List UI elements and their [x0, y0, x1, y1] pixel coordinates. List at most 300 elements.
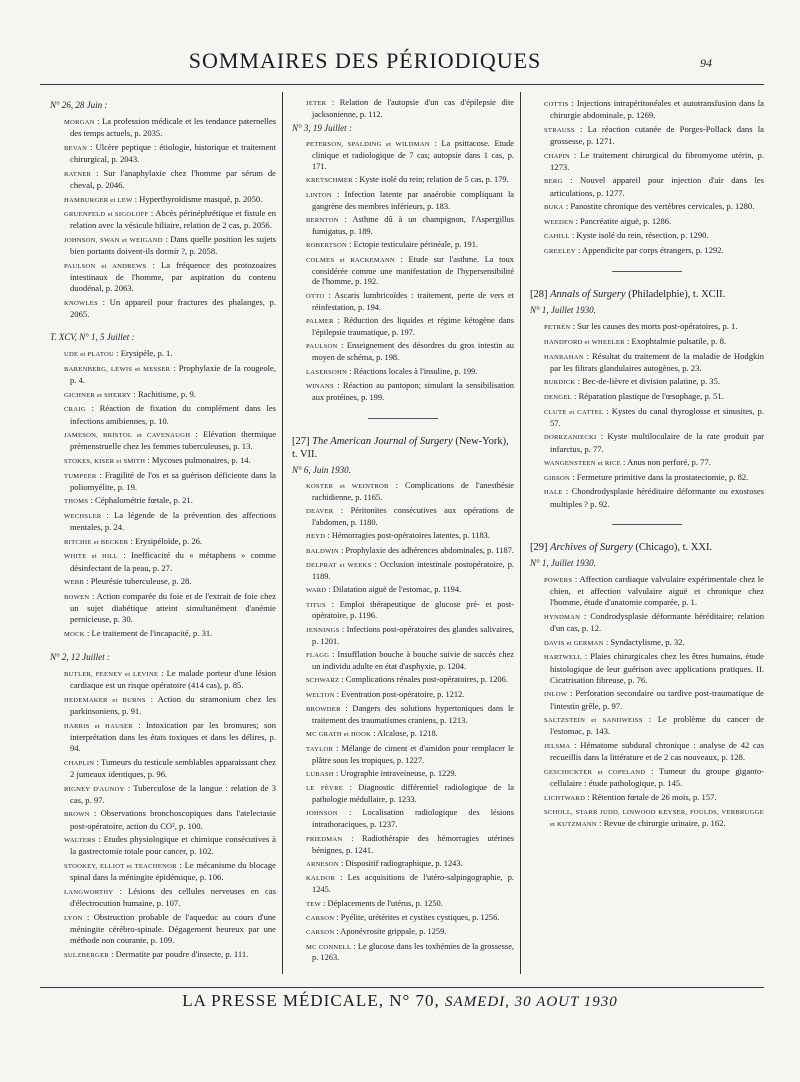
author-name: POWERS [544, 576, 573, 584]
list-item [536, 611, 764, 634]
author-name: PETRÉN [544, 324, 571, 332]
article-title: : Dilatation aiguë de l'estomac, p. 1194. [326, 585, 462, 595]
issue-heading: N° 1, Juillet 1930. [530, 557, 596, 568]
author-name: WANGENSTEEN et RICE [544, 460, 621, 468]
article-title: : Kystes du canal thyroglosse et sinusites, p. 57. [550, 405, 764, 428]
author-name: BUTLER, FEENEY et LEVINE [64, 671, 159, 679]
list-item [298, 704, 514, 727]
author-name: TITUS [306, 601, 326, 609]
author-name: WHITE et HILL [64, 553, 118, 561]
list-item [298, 175, 514, 187]
journal-name: Annals of Surgery [550, 289, 626, 301]
author-name: CAHILL [544, 233, 570, 241]
list-item [298, 240, 514, 252]
article-title: : Ascaris lumbricoïdes : traitement, perte de vers et réinfestation, p. 194. [312, 290, 514, 312]
list-item [298, 506, 514, 529]
article-title: : Péritonites consécutives aux opérations de l'abdomen, p. 1180. [312, 506, 514, 527]
article-title: : La profession médicale et les tendance paternelles des temps actuels, p. 2035. [70, 116, 276, 139]
article-title: : Diagnostic différentiel radiologique de la pathologie médullaire, p. 1233. [312, 783, 514, 805]
list-item [536, 216, 764, 228]
entry-list [530, 321, 764, 509]
author-name: HAMBURGER et LEW [64, 196, 133, 204]
list-item [298, 729, 514, 741]
author-name: BOWEN [64, 593, 90, 601]
article-title: : Tumeurs du testicule semblables apparaissant chez 2 jumeaux identiques, p. 96. [70, 756, 276, 779]
column-2 [292, 98, 514, 967]
article-title: : Le glucose dans les toxhémies de la grossesse, p. 1263. [312, 941, 514, 963]
author-name: BALDWIN [306, 547, 339, 555]
list-item [56, 194, 276, 206]
article-title: : Intoxication par les bromures; son interprétation dans les états toxiques et dans les délires, p. 94. [70, 719, 276, 754]
article-title: : Urographie intraveineuse, p. 1229. [333, 768, 457, 778]
issue-heading: N° 3, 19 Juillet : [292, 123, 352, 134]
article-title: : Tumeur du groupe giganto-cellulaire : étude pathologique, p. 145. [550, 765, 764, 788]
article-title: : Complications rénales post-opératoires, p. 1206. [339, 675, 508, 685]
article-title: : Hématome subdural chronique : analyse de 42 cas recueillis dans la littérature et de 2 cas nouveaux, p. 128. [550, 739, 764, 763]
journal-name: Archives of Surgery [550, 541, 633, 553]
entry-list [530, 574, 764, 831]
list-item [298, 190, 514, 213]
author-name: STOKES, KISER et SMITH [64, 457, 146, 465]
list-item [298, 769, 514, 781]
author-name: TEW [306, 900, 322, 908]
author-name: INLOW [544, 691, 568, 699]
author-name: MORGAN [64, 119, 95, 127]
author-name: HALE [544, 489, 563, 497]
journal-heading [530, 541, 764, 554]
article-title: : Réaction au pantopon; simulant la sensibilisation aux protéines, p. 199. [312, 380, 514, 402]
author-name: HANRAHAN [544, 353, 584, 361]
article-title: : Dangers des solutions hypertoniques dans le traitement des traumatismes craniens, p. 1213. [312, 703, 514, 725]
list-item [536, 472, 764, 484]
article-title: : Réduction des liquides et régime kétogène dans l'épilepsie traumatique, p. 197. [312, 316, 514, 337]
list-item [56, 536, 276, 548]
list-item [56, 470, 276, 493]
article-title: : Infections post-opératoires des glandes salivaires, p. 1201. [312, 624, 514, 646]
column-divider [520, 92, 521, 974]
author-name: FRIEDMAN [306, 835, 343, 843]
author-name: WEBB [64, 579, 85, 587]
author-name: LASERSOHN [306, 368, 348, 376]
journal-details: (Philadelphie), t. XCII. [628, 289, 726, 301]
article-title: : Dispositif radiographique, p. 1243. [338, 858, 463, 868]
author-name: BERNTON [306, 217, 339, 224]
article-title: : Etude sur l'asthme. La toux considérée comme une manifestation de l'hypersensibilité de l'homme, p. 192. [312, 254, 514, 287]
article-title: : Action du stramonium chez les parkinsoniens, p. 91. [70, 693, 276, 717]
article-title: : Le traitement de l'incapacité, p. 31. [84, 627, 213, 638]
list-item [298, 625, 514, 648]
author-name: TUMPEER [64, 472, 97, 480]
author-name: KALDOR [306, 875, 335, 883]
author-name: DELPRAT et WEEKS [306, 561, 372, 569]
author-name: MC CONNELL [306, 943, 352, 951]
column-3 [530, 98, 764, 833]
article-title: : Aponévrosite grippale, p. 1259. [334, 927, 447, 937]
article-title: : Kyste multiloculaire de la rate produit par infarctus, p. 77. [550, 431, 764, 454]
author-name: WALTERS [64, 837, 96, 845]
issue-heading: N° 6, Juin 1930. [292, 464, 351, 475]
list-item [536, 792, 764, 804]
article-title: : Condrodysplasie déformante héréditaire; relation d'un cas, p. 12. [550, 610, 764, 634]
author-name: GREELEY [544, 247, 576, 255]
article-title: : Panostite chronique des vertèbres cervicales, p. 1280. [563, 201, 755, 212]
author-name: ARNESON [306, 860, 339, 868]
journal-name: The American Journal of Surgery [312, 435, 453, 447]
list-item [298, 927, 514, 939]
author-name: SULZBERGER [64, 951, 109, 959]
author-name: CARSON [306, 929, 335, 937]
article-title: : Radiothérapie des hémorragies utérines bénignes, p. 1241. [312, 833, 514, 855]
journal-heading [292, 435, 514, 461]
entry-list [530, 98, 764, 257]
article-title: : Action comparée du foie et de l'extrait de foie chez un sujet diabétique atteint simultanément d'anémie pernicieuse, p. 30. [70, 590, 276, 625]
author-name: BERG [544, 178, 563, 186]
author-name: CHAPLIN [64, 759, 95, 767]
list-item [298, 913, 514, 925]
author-name: PALMER [306, 318, 334, 326]
list-item [536, 336, 764, 348]
article-title: : Appendicite par corps étrangers, p. 1292. [575, 244, 724, 255]
article-title: : Sur les causes des morts post-opératoires, p. 1. [570, 321, 738, 332]
list-item [536, 201, 764, 213]
list-item [56, 720, 276, 755]
author-name: WARD [306, 587, 327, 595]
list-item [56, 348, 276, 360]
author-name: LYON [64, 914, 83, 922]
list-item [536, 175, 764, 198]
list-item [536, 245, 764, 257]
author-name: GICHNER et SHERRY [64, 391, 132, 399]
list-item [298, 650, 514, 673]
article-title: : Fermeture primitive dans la prostatectomie, p. 82. [570, 471, 749, 482]
list-item [298, 381, 514, 404]
list-item [298, 859, 514, 871]
article-title: : Résultat du traitement de la maladie de Hodgkin par les filtrats glandulaires autogènes, p. 23. [550, 350, 764, 373]
article-title: : Kyste isolé du rein; relation de 5 cas, p. 179. [352, 175, 509, 185]
author-name: ROBERTSON [306, 242, 348, 250]
list-item [536, 321, 764, 333]
list-item [298, 367, 514, 379]
author-name: STOOKEY, ELLIOT et TEACHENOR [64, 862, 177, 870]
author-name: THOMS [64, 498, 89, 506]
article-title: : Dans quelle position les sujets bien portants doivent-ils dormir ?, p. 2058. [70, 233, 276, 257]
page-title: SOMMAIRES DES PÉRIODIQUES [188, 48, 542, 73]
list-item [298, 291, 514, 314]
footer-journal: LA PRESSE MÉDICALE, N° 70, [182, 991, 440, 1010]
article-title: : Enseignement des désordres du gros intestin au moyen de schéma, p. 198. [312, 341, 514, 363]
article-title: : Mycoses pulmonaires, p. 14. [145, 454, 251, 465]
article-title: : Le traitement chirurgical du fibromyome utérin, p. 1273. [550, 149, 764, 172]
list-item [56, 886, 276, 909]
author-name: BUKA [544, 204, 564, 212]
list-item [536, 457, 764, 469]
article-title: : Hémorragies post-opératoires latentes, p. 1183. [325, 531, 490, 541]
article-title: : Obstruction probable de l'aqueduc au cours d'une méningite cérébro-spinale. Dégagement heureux par une méthode non courante, p. 109. [70, 911, 276, 945]
author-name: BROWDER [306, 705, 341, 713]
author-name: CLUTE et CATTEL [544, 408, 604, 416]
list-item [56, 389, 276, 401]
issue-heading: N° 1, Juillet 1930. [530, 305, 596, 316]
article-title: : Pancréatite aiguë, p. 1286. [573, 215, 672, 226]
entry-list [50, 668, 276, 961]
author-name: COLMES et RACKEMANN [306, 256, 396, 264]
list-item [298, 255, 514, 289]
list-item [536, 651, 764, 686]
footer-date: SAMEDI, 30 AOUT 1930 [445, 994, 618, 1010]
article-title: : La réaction cutanée de Porges-Pollack dans la grossesse, p. 1271. [550, 123, 764, 146]
author-name: CRAIG [64, 406, 86, 414]
article-title: : Le malade porteur d'une lésion cardiaque est un risque opératoire (414 cas), p. 85. [70, 668, 276, 691]
list-item [536, 150, 764, 173]
author-name: DEAVER [306, 508, 334, 515]
article-title: : Prophylaxie de la rougeole, p. 4. [70, 362, 277, 386]
list-item [56, 363, 276, 386]
list-item [56, 495, 276, 507]
list-item [298, 783, 514, 806]
list-item [56, 510, 276, 533]
column-1 [50, 98, 276, 963]
list-item [536, 406, 764, 429]
author-name: OTTO [306, 292, 325, 300]
article-title: : Elévation thermique prémenstruelle chez les femmes tuberculeuses, p. 13. [70, 429, 277, 452]
list-item [56, 260, 276, 295]
author-name: JOHNSON [306, 810, 338, 818]
article-title: : Pleurésie tuberculeuse, p. 28. [84, 576, 192, 587]
list-item [298, 481, 514, 504]
journal-details: (New-York), t. VII. [292, 435, 509, 460]
author-name: BROWN [64, 811, 90, 819]
article-title: : Asthme dû à un champignon, l'Aspergillus fumigatus, p. 189. [312, 215, 514, 236]
list-item [536, 574, 764, 609]
article-title: : Ectopie testiculaire périnéale, p. 191. [347, 240, 478, 250]
list-item [56, 208, 276, 231]
list-item [298, 942, 514, 965]
list-item [298, 744, 514, 767]
article-title: : Erysipèle, p. 1. [114, 348, 173, 359]
article-title: : Réparation plastique de l'œsophage, p. 51. [571, 390, 724, 401]
list-item [56, 429, 276, 452]
article-title: : Réactions locales à l'insuline, p. 199. [347, 366, 478, 376]
article-title: : Revue de chirurgie urinaire, p. 162. [596, 818, 726, 829]
article-title: : Lésions des cellules nerveuses en cas d'électrocution humaine, p. 107. [70, 885, 276, 908]
list-item [536, 431, 764, 454]
list-item [56, 550, 276, 573]
author-name: BEVAN [64, 145, 88, 152]
author-name: RATNER [64, 170, 92, 178]
article-title: : Complications de l'anesthésie rachidienne, p. 1165. [312, 480, 515, 502]
author-name: PAULSON [306, 343, 338, 351]
list-item [56, 912, 276, 947]
list-item [298, 215, 514, 238]
list-item [298, 341, 514, 364]
article-title: : Inefficacité du « métaphens » comme désinfectant de la peau, p. 27. [70, 550, 276, 573]
author-name: GRUENFELD et SIGOLOFF [64, 211, 149, 219]
article-title: : Rachitisme, p. 9. [131, 388, 196, 399]
list-item [56, 949, 276, 961]
list-item [298, 585, 514, 597]
author-name: SCHWARZ [306, 677, 340, 685]
article-title: : Emploi thérapeutique de glucose pré- et post-opératoire, p. 1196. [312, 599, 514, 621]
author-name: LUBASH [306, 770, 334, 778]
list-item [298, 316, 514, 339]
author-name: JETER [306, 100, 327, 107]
list-item [536, 124, 764, 147]
list-item [536, 376, 764, 388]
header-rule [40, 84, 764, 85]
page-footer [0, 991, 800, 1011]
author-name: JAMESON, BRISTOL et CAVENAUGH [64, 432, 191, 440]
author-name: DENGEL [544, 393, 572, 401]
list-item [56, 234, 276, 257]
article-title: : Ulcère peptique : étiologie, historique et traitement chirurgical, p. 2043. [70, 142, 276, 165]
journal-heading [530, 288, 764, 301]
article-title: : Chondrodysplasie héréditaire déformante ou exostoses multiples ? p. 92. [550, 486, 764, 509]
list-item [536, 391, 764, 403]
author-name: KRETSCHMER [306, 177, 353, 185]
article-title: : Observations bronchoscopiques dans l'atelectasie post-opératoire, action du CO², p. 100. [70, 808, 276, 831]
article-title: : La légende de la prévention des affections mentales, p. 24. [70, 509, 276, 533]
author-name: HARRIS et HAUSER [64, 722, 133, 730]
entry-list [50, 348, 276, 640]
journal-number: [27] [292, 435, 310, 447]
list-item [298, 560, 514, 583]
article-title: : Dermatite par poudre d'insecte, p. 111. [109, 948, 249, 959]
list-item [536, 98, 764, 121]
list-item [536, 806, 764, 830]
list-item [56, 297, 276, 320]
author-name: WELTON [306, 691, 335, 699]
list-item [298, 98, 514, 121]
list-item [56, 757, 276, 780]
article-title: : Alcalose, p. 1218. [371, 729, 438, 739]
article-title: : Kyste isolé du rein, résection, p. 1290. [569, 230, 709, 241]
list-item [56, 576, 276, 588]
article-title: : Mélange de ciment et d'amidon pour remplacer le plâtre sous les tropiques, p. 1227. [312, 743, 514, 765]
author-name: GESCHICKTER et COPELAND [544, 768, 646, 776]
entry-list [292, 139, 514, 404]
list-item [56, 783, 276, 806]
column-divider [282, 92, 283, 974]
author-name: BARENBERG, LEWIS et MESSER [64, 365, 171, 373]
list-item [56, 403, 276, 426]
article-title: : Etudes physiologique et chimique consécutives à la gastrectomie totale pour cancer, p. 102. [70, 834, 276, 857]
list-item [298, 808, 514, 831]
author-name: LANGWORTHY [64, 888, 114, 896]
list-item [298, 139, 514, 173]
author-name: COTTIS [544, 101, 569, 108]
issue-heading: N° 2, 12 Juillet : [50, 651, 110, 662]
article-title: : Prophylaxie des adhérences abdominales, p. 1187. [338, 545, 514, 555]
article-title: : Relation de l'autopsie d'un cas d'épilepsie dite jacksonienne, p. 112. [312, 98, 514, 119]
article-title: : Déplacements de l'utérus, p. 1250. [321, 898, 443, 908]
list-item [536, 740, 764, 763]
entry-list [292, 481, 514, 965]
article-title: : Bec-de-lièvre et division palatine, p. 35. [575, 376, 721, 387]
author-name: RITCHIE et BECKER [64, 538, 129, 546]
article-title: : Perforation secondaire ou tardive post-traumatique de l'intestin grêle, p. 97. [550, 688, 764, 711]
author-name: CHAPIN [544, 152, 571, 160]
article-title: : Exophtalmie pulsatile, p. 8. [624, 335, 727, 346]
article-title: : Occlusion intestinale postopératoire, p. 1189. [312, 559, 514, 581]
author-name: CARSON [306, 914, 335, 922]
list-item [536, 688, 764, 711]
author-name: LE FÈVRE [306, 785, 343, 793]
author-name: DAVIS et GERMAN [544, 639, 604, 647]
entry-list [292, 98, 514, 121]
entry-list [50, 116, 276, 320]
author-name: HANDFORD et WHEELER [544, 338, 625, 346]
author-name: WINANS [306, 382, 334, 390]
author-name: HARTWELL [544, 654, 582, 662]
list-item [56, 808, 276, 831]
author-name: JENNINGS [306, 626, 340, 634]
author-name: HEYD [306, 533, 326, 541]
author-name: PETERSON, SPALDING et WILDMAN [306, 141, 430, 149]
author-name: JELSMA [544, 742, 571, 750]
author-name: LICHTWARD [544, 794, 586, 802]
author-name: MOCK [64, 630, 85, 638]
list-item [298, 873, 514, 896]
list-item [56, 860, 276, 883]
article-title: : Syndactylisme, p. 32. [603, 636, 685, 647]
list-item [56, 668, 276, 691]
article-title: : Affection cardiaque valvulaire expérimentale chez le chien, et affection valvulaire aiguë et chronique chez l'homme, étude d'anatomie comparée, p. 1. [550, 573, 764, 608]
article-title: : Eventration post-opératoire, p. 1212. [334, 689, 465, 699]
author-name: JOHNSON, SWAN et WEIGAND [64, 236, 163, 244]
article-title: : Infection latente par anaérobie compliquant la gangrène des membres inférieurs, p. 183. [312, 189, 514, 211]
article-title: : Rétention fœtale de 26 mois, p. 157. [585, 791, 717, 802]
list-item [536, 766, 764, 789]
article-title: : Injections intrapéritonéales et autotransfusion dans la chirurgie abdominale, p. 1269. [550, 98, 764, 121]
author-name: TAYLOR [306, 745, 334, 753]
article-title: : Le mécanisme du blocage spinal dans la méningite épidémique, p. 106. [70, 859, 276, 883]
article-title: : Erysipéloïde, p. 26. [128, 535, 203, 546]
article-title: : Anus non perforé, p. 77. [620, 457, 711, 468]
list-item [56, 455, 276, 467]
section-divider [368, 418, 438, 419]
list-item [298, 546, 514, 558]
list-item [536, 714, 764, 737]
article-title: : Hyperthyroïdisme masqué, p. 2050. [132, 193, 263, 204]
author-name: WECHSLER [64, 512, 102, 520]
article-title: : Un appareil pour fractures des phalanges, p. 2065. [70, 296, 276, 319]
author-name: MC GRATH et HOOK [306, 731, 371, 739]
page-number: 94 [700, 56, 712, 70]
author-name: HYNDMAN [544, 613, 581, 621]
issue-heading: N° 26, 28 Juin : [50, 100, 108, 110]
list-item [56, 628, 276, 640]
article-title: : Abcès périnéphrétique et fistule en relation avec la vésicule biliaire, relation de 2 cas, p. 2056. [70, 208, 277, 231]
author-name: KOSTER et WEINTROB [306, 482, 389, 490]
list-item [298, 690, 514, 702]
list-item [56, 142, 276, 165]
author-name: SCHOLL, STARR JUDD, LINWOOD KEYSER, FOULDS, VERBRUGGE et KUTZMANN [544, 809, 764, 829]
list-item [56, 168, 276, 191]
list-item [536, 351, 764, 374]
journal-number: [29] [530, 541, 548, 553]
author-name: RIGNEY D'AUNOY [64, 785, 125, 793]
article-title: : Réaction de fixation du complément dans les infections amibiennes, p. 10. [70, 403, 276, 426]
footer-rule [40, 987, 764, 988]
journal-details: (Chicago), t. XXI. [635, 541, 713, 553]
article-title: : Nouvel appareil pour injection d'air dans les articulations, p. 1277. [550, 175, 764, 198]
article-title: : La psittacose. Etude clinique et radiologique de 7 cas; autopsie dans 1 cas, p. 171. [312, 139, 514, 172]
article-title: : Localisation radiologique des lésions intrathoraciques, p. 1237. [312, 808, 514, 830]
article-title: : Plaies chirurgicales chez les êtres humains, étude histologique de leur guérison avec applications pratiques. II. Cicatrisation fibreuse, p. 76. [550, 651, 764, 685]
section-divider [612, 271, 682, 272]
list-item [298, 675, 514, 687]
list-item [536, 637, 764, 649]
